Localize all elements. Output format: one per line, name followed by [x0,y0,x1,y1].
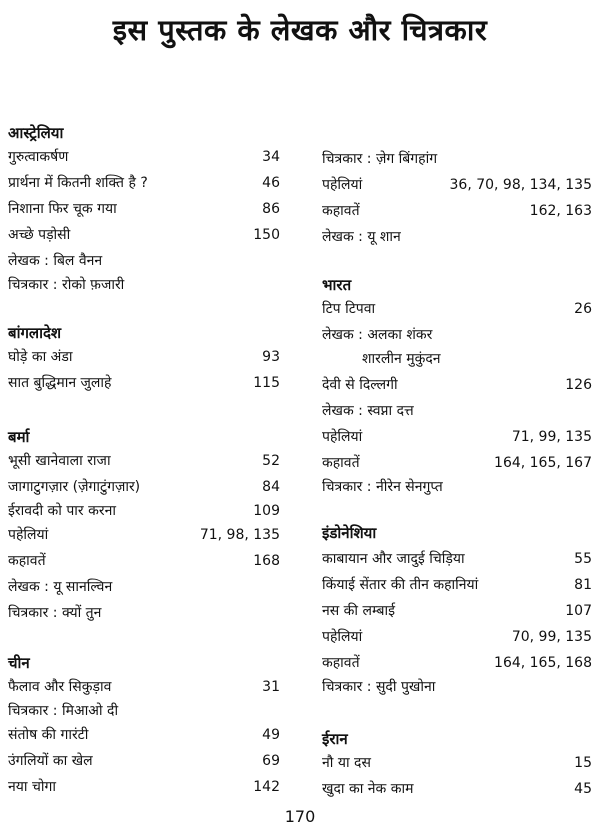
index-entry [8,222,280,248]
index-entry [322,674,592,700]
entry-title: कहावतें [322,655,360,671]
entry-title: देवी से दिल्लगी [322,377,398,393]
entry-title: चित्रकार : सुदी पुखोना [322,679,436,695]
page-numbers: 34 [262,149,280,165]
index-entry [322,776,592,802]
entry-title: किंयाई सेंतार की तीन कहानियां [322,577,479,593]
page-numbers: 115 [253,375,280,391]
country-name: इंडोनेशिया [322,524,377,542]
index-entry [8,748,280,774]
country-name: बांगलादेश [8,324,62,342]
section-heading [322,726,592,752]
page-numbers: 168 [253,553,280,569]
page-numbers: 86 [262,201,280,217]
page-numbers: 36, 70, 98, 134, 135 [449,177,592,193]
country-name: ईरान [322,730,348,748]
index-entry [322,398,592,424]
index-entry [8,370,280,396]
entry-title: पहेलियां [8,527,49,543]
entry-title: लेखक : अलका शंकर [322,327,433,343]
country-name: भारत [322,276,352,294]
country-name: चीन [8,654,30,672]
page-numbers: 142 [253,779,280,795]
index-entry [322,474,592,500]
index-entry [8,498,280,524]
index-entry [8,144,280,170]
index-entry [8,548,280,574]
entry-title: लेखक : यू शान [322,229,401,245]
entry-title: ईरावदी को पार करना [8,503,116,519]
entry-title: नस की लम्बाई [322,603,396,619]
entry-title: घोड़े का अंडा [8,349,73,365]
entry-title: चित्रकार : क्यों तुन [8,605,102,621]
entry-title: प्रार्थना में कितनी शक्ति है ? [8,175,148,191]
index-entry [322,224,592,250]
entry-title: काबायान और जादुई चिड़िया [322,551,465,567]
page-numbers: 71, 99, 135 [511,429,592,445]
page-numbers: 46 [262,175,280,191]
section-heading [8,320,280,346]
page-numbers: 70, 99, 135 [511,629,592,645]
page-numbers: 71, 98, 135 [199,527,280,543]
entry-title: अच्छे पड़ोसी [8,227,71,243]
page-numbers: 164, 165, 167 [494,455,592,471]
section-heading [322,272,592,298]
page-number: 170 [284,807,316,826]
index-entry [322,624,592,650]
country-name: आस्ट्रेलिया [8,124,64,142]
entry-title: सात बुद्धिमान जुलाहे [8,375,112,391]
index-entry [322,424,592,450]
entry-title: फैलाव और सिकुड़ाव [8,679,112,695]
page-numbers: 81 [574,577,592,593]
index-entry [322,546,592,572]
index-entry [322,322,592,348]
entry-title: पहेलियां [322,429,363,445]
entry-title: चित्रकार : रोको फ़जारी [8,277,125,293]
index-entry [322,450,592,476]
index-entry [8,248,280,274]
index-entry [322,146,592,172]
entry-title: नौ या दस [322,755,371,771]
entry-title: नया चोगा [8,779,56,795]
section-heading [8,120,280,146]
entry-title: चित्रकार : मिआओ दी [8,703,119,719]
page-numbers: 162, 163 [529,203,592,219]
index-entry [322,172,592,198]
entry-title: कहावतें [8,553,46,569]
index-entry [322,598,592,624]
index-entry [8,474,280,500]
page-numbers: 107 [565,603,592,619]
entry-title: पहेलियां [322,177,363,193]
page-numbers: 55 [574,551,592,567]
index-entry [322,750,592,776]
country-name: बर्मा [8,428,30,446]
index-entry [8,698,280,724]
index-entry [8,522,280,548]
page-numbers: 126 [565,377,592,393]
index-entry [322,346,592,372]
entry-title: उंगलियों का खेल [8,753,93,769]
entry-title: भूसी खानेवाला राजा [8,453,111,469]
section-heading [322,520,592,546]
entry-title: जागाटुगज़ार (ज़ेगाटुंगज़ार) [8,479,141,495]
entry-title: शारलीन मुकुंदन [362,351,441,367]
index-entry [8,722,280,748]
entry-title: पहेलियां [322,629,363,645]
index-entry [8,196,280,222]
index-entry [8,272,280,298]
entry-title: कहावतें [322,455,360,471]
entry-title: गुरुत्वाकर्षण [8,149,69,165]
section-heading [8,424,280,450]
entry-title: निशाना फिर चूक गया [8,201,117,217]
page-numbers: 150 [253,227,280,243]
page-numbers: 93 [262,349,280,365]
index-entry [8,170,280,196]
index-entry [322,572,592,598]
entry-title: टिप टिपवा [322,301,376,317]
entry-title: लेखक : बिल वैनन [8,253,103,269]
page-numbers: 49 [262,727,280,743]
index-entry [322,372,592,398]
page-title: इस पुस्तक के लेखक और चित्रकार [112,13,488,47]
entry-title: संतोष की गारंटी [8,727,89,743]
entry-title: लेखक : यू सानल्विन [8,579,113,595]
page-numbers: 26 [574,301,592,317]
index-entry [8,600,280,626]
index-entry [8,344,280,370]
page-numbers: 164, 165, 168 [494,655,592,671]
entry-title: चित्रकार : ज़ेग बिंगहांग [322,151,438,167]
page-numbers: 31 [262,679,280,695]
entry-title: खुदा का नेक काम [322,781,414,797]
index-entry [322,296,592,322]
page-numbers: 15 [574,755,592,771]
entry-title: लेखक : स्वप्ना दत्त [322,403,414,419]
section-heading [8,650,280,676]
page-numbers: 45 [574,781,592,797]
index-entry [8,674,280,700]
page-numbers: 52 [262,453,280,469]
page-numbers: 109 [253,503,280,519]
entry-title: चित्रकार : नीरेन सेनगुप्त [322,479,443,495]
index-entry [8,448,280,474]
entry-title: कहावतें [322,203,360,219]
index-entry [322,650,592,676]
index-entry [322,198,592,224]
page-numbers: 84 [262,479,280,495]
index-entry [8,574,280,600]
page-numbers: 69 [262,753,280,769]
index-entry [8,774,280,800]
